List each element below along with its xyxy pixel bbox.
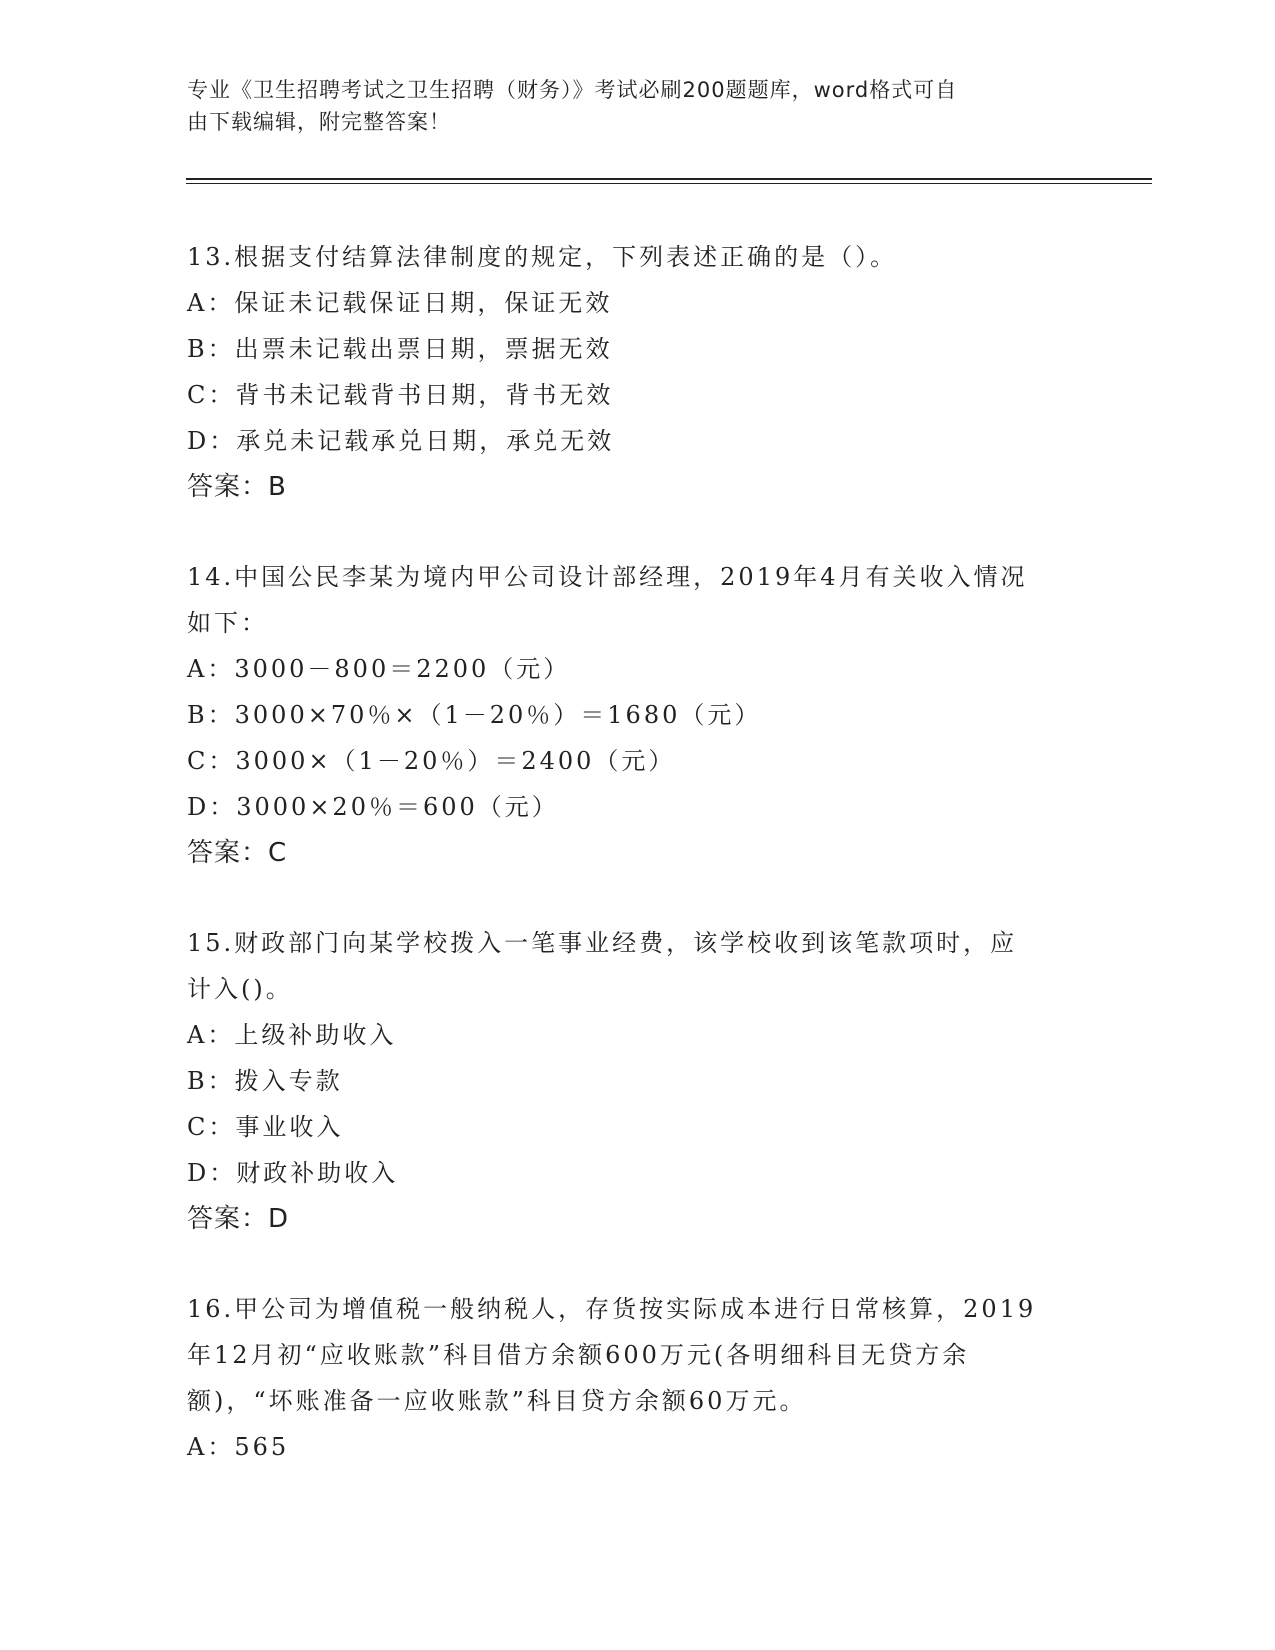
- header-line-1: 专业《卫生招聘考试之卫生招聘（财务）》考试必刷200题题库，word格式可自: [187, 78, 958, 102]
- option-c: C：背书未记载背书日期，背书无效: [187, 381, 614, 409]
- question-14: [187, 554, 1087, 876]
- question-15: [187, 920, 1087, 1242]
- question-16: [187, 1286, 1087, 1470]
- option-a: A：上级补助收入: [187, 1021, 397, 1049]
- option-d: D：承兑未记载承兑日期，承兑无效: [187, 427, 615, 455]
- document-header: [187, 74, 1067, 138]
- question-stem: 15.财政部门向某学校拨入一笔事业经费，该学校收到该笔款项时，应: [187, 929, 1018, 957]
- answer-label: 答案：B: [187, 472, 287, 502]
- option-d: D：3000×20％＝600（元）: [187, 793, 559, 821]
- header-line-2: 由下载编辑，附完整答案！: [187, 110, 451, 134]
- option-a: A：保证未记载保证日期，保证无效: [187, 289, 613, 317]
- header-divider-thin: [186, 183, 1152, 184]
- question-list: [187, 234, 1087, 1514]
- question-stem: 14.中国公民李某为境内甲公司设计部经理，2019年4月有关收入情况: [187, 563, 1028, 591]
- option-b: B：出票未记载出票日期，票据无效: [187, 335, 613, 363]
- question-stem-continued: 计入()。: [187, 975, 293, 1003]
- option-b: B：3000×70％×（1－20％）＝1680（元）: [187, 701, 762, 729]
- question-stem: 16.甲公司为增值税一般纳税人，存货按实际成本进行日常核算，2019: [187, 1295, 1037, 1323]
- question-stem-continued: 如下：: [187, 609, 268, 637]
- question-stem-continued: 额)，“坏账准备一应收账款”科目贷方余额60万元。: [187, 1387, 807, 1415]
- header-divider-thick: [186, 178, 1152, 180]
- question-stem: 13.根据支付结算法律制度的规定，下列表述正确的是（）。: [187, 243, 898, 271]
- option-d: D：财政补助收入: [187, 1159, 399, 1187]
- option-b: B：拨入专款: [187, 1067, 343, 1095]
- question-stem-continued: 年12月初“应收账款”科目借方余额600万元(各明细科目无贷方余: [187, 1341, 970, 1369]
- answer-label: 答案：D: [187, 1204, 290, 1234]
- option-a: A：565: [187, 1433, 290, 1461]
- option-a: A：3000－800＝2200（元）: [187, 655, 571, 683]
- option-c: C：3000×（1－20％）＝2400（元）: [187, 747, 676, 775]
- answer-label: 答案：C: [187, 838, 288, 868]
- option-c: C：事业收入: [187, 1113, 344, 1141]
- question-13: [187, 234, 1087, 510]
